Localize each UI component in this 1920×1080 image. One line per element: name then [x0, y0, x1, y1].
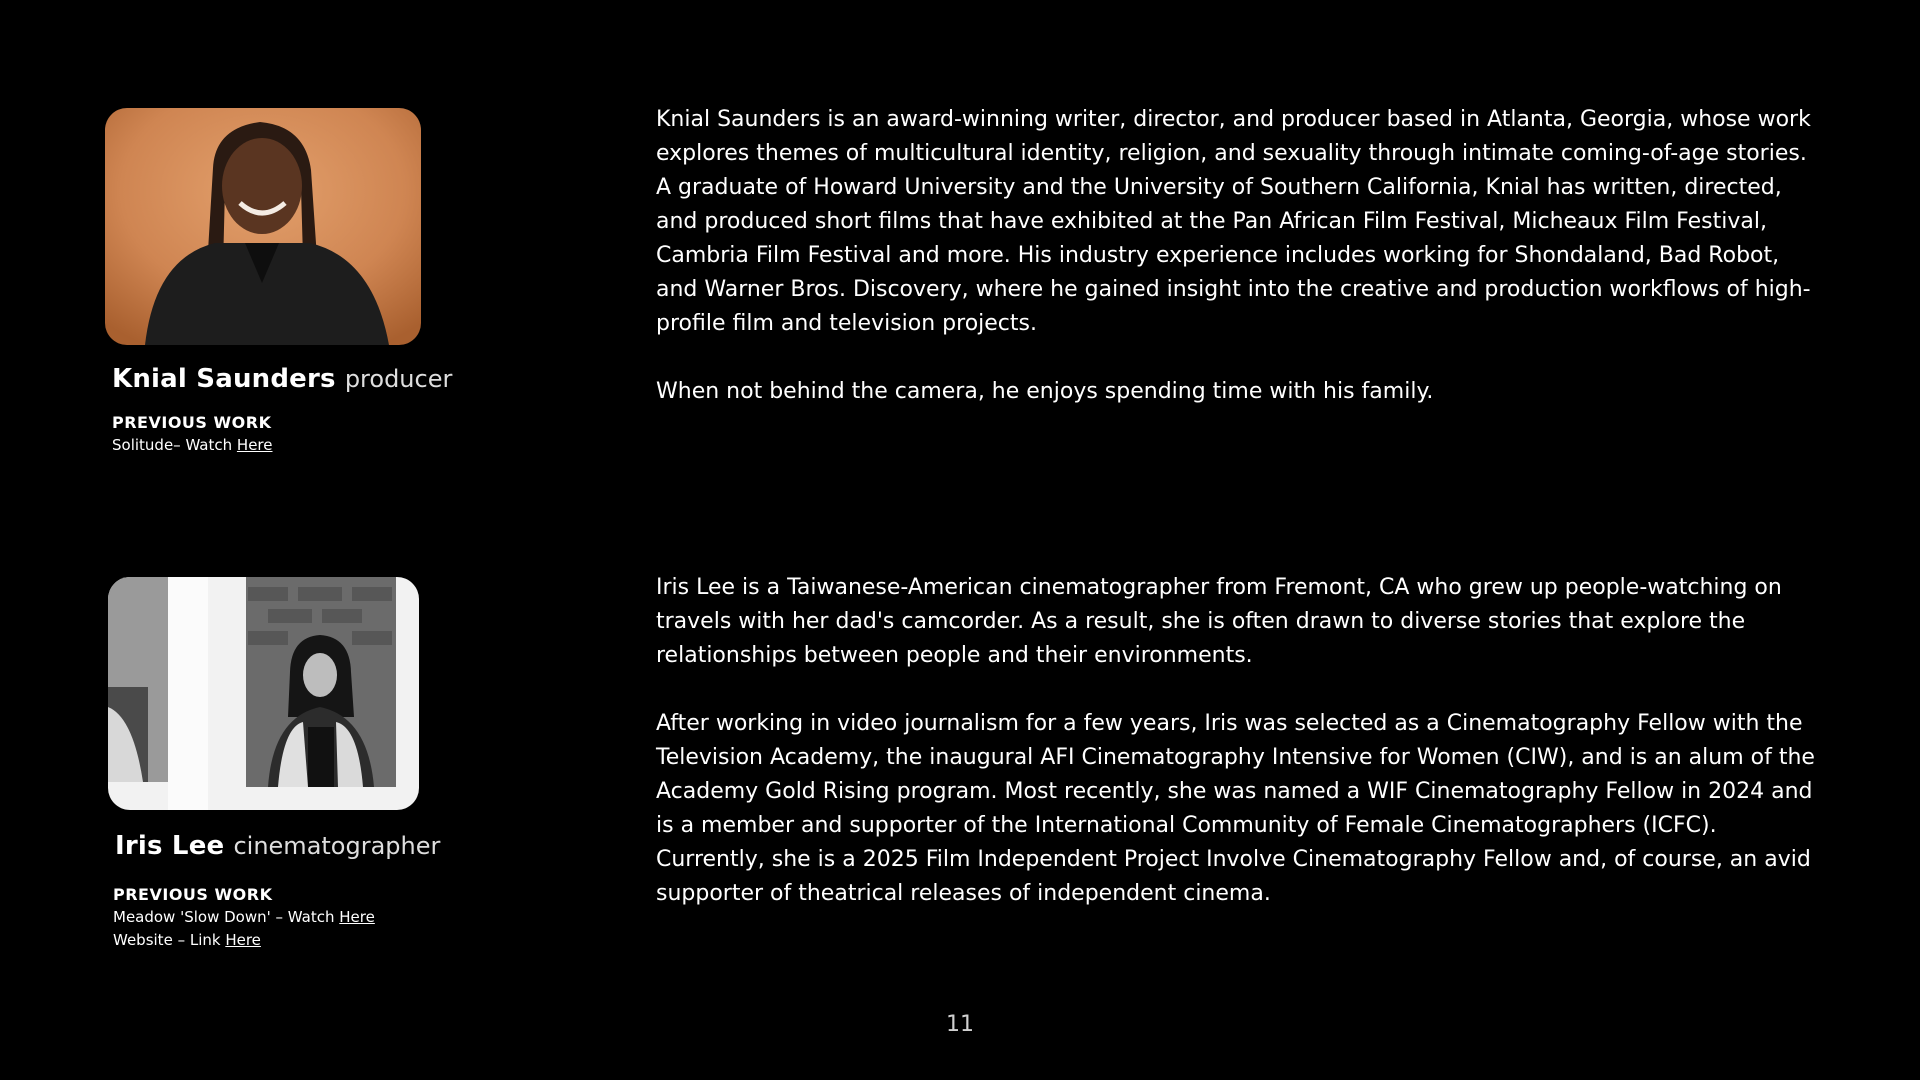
previous-work-item — [112, 436, 273, 454]
bio-paragraph: After working in video journalism for a few years, Iris was selected as a Cinematography Fellow with the Television Academy, the inaugural AFI Cinematography Intensive for Women (CIW), and is an alum of the Academy Gold Rising program. Most recently, she was named a WIF Cinematography Fellow in 2024 and is a member and supporter of the International Community of Female Cinematographers (ICFC). Currently, she is a 2025 Film Independent Project Involve Cinematography Fellow and, of course, an avid supporter of theatrical releases of independent cinema. — [656, 711, 1815, 906]
person-name: Iris Lee — [115, 831, 225, 861]
previous-work-text: Solitude– Watch — [112, 436, 237, 454]
watch-here-link[interactable]: Here — [339, 908, 375, 926]
watch-here-link[interactable]: Here — [236, 436, 273, 454]
iris-lee-bio — [656, 571, 1816, 911]
previous-work-text: Website – Link — [113, 931, 226, 949]
person-name: Knial Saunders — [112, 364, 336, 394]
previous-work-heading: PREVIOUS WORK — [112, 413, 272, 432]
knial-saunders-nameline — [112, 364, 452, 394]
previous-work-text: Meadow 'Slow Down' – Watch — [113, 908, 340, 926]
bio-paragraph: When not behind the camera, he enjoys spending time with his family. — [656, 379, 1434, 404]
knial-saunders-photo — [105, 108, 421, 345]
previous-work-heading: PREVIOUS WORK — [113, 885, 273, 904]
bio-paragraph: Iris Lee is a Taiwanese-American cinematographer from Fremont, CA who grew up people-watching on travels with her dad's camcorder. As a result, she is often drawn to diverse stories that explore the relationships between people and their environments. — [656, 575, 1782, 668]
person-role: producer — [344, 365, 453, 393]
knial-saunders-bio — [656, 103, 1816, 409]
bio-paragraph: Knial Saunders is an award-winning writer, director, and producer based in Atlanta, Georgia, whose work explores themes of multicultural identity, religion, and sexuality through intimate coming-of-age stories. A graduate of Howard University and the University of Southern California, Knial has written, directed, and produced short films that have exhibited at the Pan African Film Festival, Micheaux Film Festival, Cambria Film Festival and more. His industry experience includes working for Shondaland, Bad Robot, and Warner Bros. Discovery, where he gained insight into the creative and production workflows of high-profile film and television projects. — [656, 107, 1811, 336]
website-here-link[interactable]: Here — [225, 931, 261, 949]
iris-lee-nameline — [115, 831, 440, 861]
page-number: 11 — [946, 1012, 974, 1037]
previous-work-item — [113, 931, 261, 949]
person-role: cinematographer — [233, 832, 441, 860]
previous-work-item — [113, 908, 375, 926]
iris-lee-photo — [108, 577, 419, 810]
